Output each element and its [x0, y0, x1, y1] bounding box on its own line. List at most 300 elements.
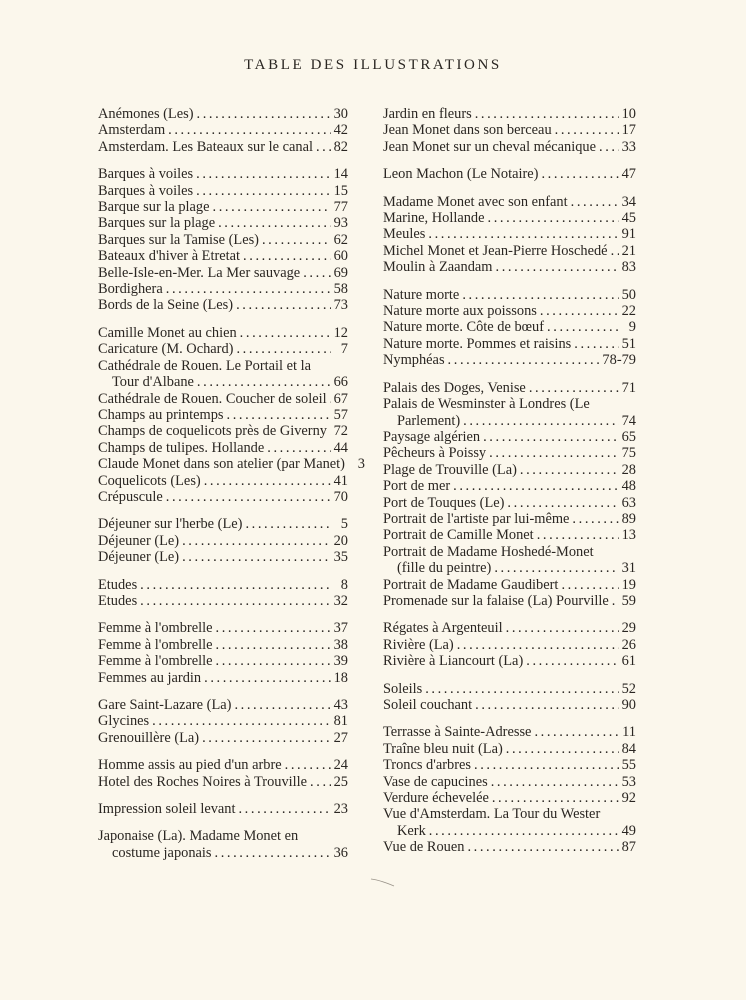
page-number: 63: [621, 494, 636, 511]
dot-leader: [612, 593, 619, 609]
index-entry-title: Nature morte aux poissons: [383, 303, 537, 320]
index-entry-title: Amsterdam: [98, 122, 166, 139]
page-number: 22: [621, 303, 636, 320]
dot-leader: [182, 533, 331, 549]
dot-leader: [236, 341, 331, 357]
page-number: 14: [333, 166, 348, 183]
index-entry-title: Vase de capucines: [383, 773, 488, 790]
index-entry-title: Bateaux d'hiver à Etretat: [98, 248, 241, 265]
page-number: 8: [340, 576, 348, 593]
dot-leader: [457, 637, 619, 653]
page-number: 30: [333, 106, 348, 122]
index-entry-title: Rivière (La): [383, 636, 454, 653]
index-entry: [383, 527, 636, 543]
page-number: 33: [621, 138, 636, 155]
dot-leader: [425, 681, 618, 697]
index-entry: [383, 790, 636, 806]
index-entry: [383, 681, 636, 697]
index-entry-title: Champs au printemps: [98, 406, 224, 423]
index-entry-title: Soleil couchant: [383, 697, 473, 713]
dot-leader: [467, 839, 618, 855]
index-entry: [98, 774, 348, 790]
index-entry-title: Bords de la Seine (Les): [98, 297, 234, 314]
index-entry-title: Barques à voiles: [98, 182, 194, 199]
index-group: [383, 724, 636, 855]
dot-leader: [196, 183, 330, 199]
index-entry: [383, 122, 636, 138]
index-entry: [98, 489, 348, 505]
index-entry-title: Femmes au jardin: [98, 669, 202, 686]
dot-leader: [529, 380, 619, 396]
index-entry-title-continued: (fille du peintre): [397, 560, 492, 577]
index-entry: [98, 533, 348, 549]
dot-leader: [168, 122, 330, 138]
page-number: 65: [621, 428, 636, 445]
index-entry: [98, 549, 348, 565]
index-entry-title: Champs de coquelicots près de Giverny: [98, 423, 327, 440]
index-entry: [98, 697, 348, 713]
page-number: 53: [621, 773, 636, 790]
page-number: 60: [333, 248, 348, 265]
index-entry-title: Marine, Hollande: [383, 210, 485, 227]
page-number: 83: [621, 259, 636, 276]
index-entry: [98, 248, 348, 264]
index-entry: [383, 429, 636, 445]
page-number: 59: [621, 592, 636, 609]
index-entry-title: Nymphéas: [383, 352, 445, 369]
index-entry-title: Portrait de Camille Monet: [383, 527, 534, 544]
dot-leader: [491, 774, 619, 790]
index-entry-title: Plage de Trouville (La): [383, 461, 517, 478]
dot-leader: [196, 166, 330, 182]
index-entry-title: Champs de tulipes. Hollande: [98, 439, 265, 456]
dot-leader: [238, 801, 330, 817]
index-entry-title: Femme à l'ombrelle: [98, 620, 213, 637]
index-entry-title: Femme à l'ombrelle: [98, 636, 213, 653]
index-entry: [98, 374, 348, 390]
index-entry-title: Gare Saint-Lazare (La): [98, 697, 232, 713]
index-group: [383, 380, 636, 610]
index-entry-title: Traîne bleu nuit (La): [383, 740, 503, 757]
index-entry: [98, 122, 348, 138]
dot-leader: [526, 653, 618, 669]
index-entry: [98, 757, 348, 773]
page-number: 55: [621, 757, 636, 774]
index-entry-title: Vue de Rouen: [383, 839, 465, 856]
dot-leader: [166, 489, 331, 505]
page-number: 37: [333, 620, 348, 637]
index-entry: [98, 801, 348, 817]
page-number: 52: [621, 680, 636, 697]
dot-leader: [506, 620, 619, 636]
page-number: 75: [621, 445, 636, 462]
page-number: 21: [621, 242, 636, 259]
page-number: 34: [621, 193, 636, 210]
page-number: 57: [333, 406, 348, 423]
index-entry-title: Meules: [383, 226, 426, 243]
index-entry: [383, 577, 636, 593]
index-entry: [98, 199, 348, 215]
page-number: 9: [628, 319, 636, 336]
index-entry-title: Terrasse à Sainte-Adresse: [383, 724, 532, 741]
index-entry: [383, 593, 636, 609]
dot-leader: [216, 620, 331, 636]
dot-leader: [243, 248, 331, 264]
index-entry: [383, 757, 636, 773]
index-entry: [383, 445, 636, 461]
index-entry-title: Femme à l'ombrelle: [98, 653, 213, 670]
dot-leader: [303, 265, 330, 281]
page-number: 71: [621, 379, 636, 396]
index-entry-title: Jean Monet sur un cheval mécanique: [383, 138, 596, 155]
dot-leader: [204, 670, 330, 686]
dot-leader: [202, 730, 331, 746]
index-entry: [98, 166, 348, 182]
dot-leader: [448, 352, 600, 368]
index-entry: [98, 473, 348, 489]
dot-leader: [462, 287, 618, 303]
index-entry: [98, 183, 348, 199]
index-group: [383, 620, 636, 669]
index-entry: [383, 823, 636, 839]
index-entry: [98, 407, 348, 423]
index-group: [383, 106, 636, 155]
decorative-dash-mark: [370, 876, 396, 888]
index-entry-title: Anémones (Les): [98, 106, 194, 122]
dot-leader: [285, 757, 331, 773]
dot-leader: [330, 423, 331, 439]
page-number: 93: [333, 215, 348, 232]
index-entry: [383, 106, 636, 122]
index-entry-title: Jean Monet dans son berceau: [383, 122, 552, 139]
index-entry-title: Barques à voiles: [98, 166, 194, 183]
index-entry-title: Claude Monet dans son atelier (par Manet): [98, 456, 345, 473]
index-entry: [98, 297, 348, 313]
index-entry: [98, 516, 348, 532]
dot-leader: [227, 407, 331, 423]
dot-leader: [213, 199, 331, 215]
index-entry: [98, 713, 348, 729]
page-number: 69: [333, 264, 348, 281]
page-number: 91: [621, 226, 636, 243]
index-entry-title: Port de Touques (Le): [383, 494, 505, 511]
index-entry-title: Glycines: [98, 713, 150, 730]
index-entry-title: Rivière à Liancourt (La): [383, 653, 524, 670]
dot-leader: [330, 391, 331, 407]
index-entry-title-continued: Parlement): [397, 412, 461, 429]
index-entry: [98, 456, 365, 473]
page-number: 27: [333, 729, 348, 746]
index-entry-title: Paysage algérien: [383, 428, 481, 445]
index-entry-title: Palais des Doges, Venise: [383, 379, 526, 396]
dot-leader: [506, 741, 619, 757]
index-group: [383, 166, 636, 182]
index-entry: [98, 423, 348, 439]
index-entry-title: Coquelicots (Les): [98, 472, 201, 489]
page-number: 62: [333, 231, 348, 248]
index-entry-title: Crépuscule: [98, 488, 163, 505]
dot-leader: [474, 757, 619, 773]
dot-leader: [182, 549, 331, 565]
dot-leader: [453, 478, 618, 494]
index-entry-title: Moulin à Zaandam: [383, 259, 493, 276]
page-number: 90: [621, 697, 636, 713]
page-number: 81: [333, 713, 348, 730]
dot-leader: [492, 790, 619, 806]
dot-leader: [496, 259, 619, 275]
page-number: 25: [333, 773, 348, 790]
dot-leader: [152, 713, 330, 729]
dot-leader: [611, 243, 619, 259]
page-number: 82: [333, 138, 348, 155]
page-number: 49: [621, 822, 636, 839]
dot-leader: [197, 106, 331, 122]
page-number: 84: [621, 740, 636, 757]
page-number: 32: [333, 592, 348, 609]
dot-leader: [537, 527, 619, 543]
dot-leader: [572, 511, 618, 527]
dot-leader: [267, 440, 330, 456]
page-number: 92: [621, 790, 636, 807]
dot-leader: [215, 845, 331, 861]
dot-leader: [483, 429, 619, 445]
index-entry-title-continued: costume japonais: [112, 844, 212, 861]
page-number: 5: [340, 516, 348, 533]
index-entry: [383, 560, 636, 576]
index-group: [98, 577, 348, 610]
index-group: [98, 828, 348, 861]
index-entry-title: Palais de Wesminster à Londres (Le: [383, 396, 590, 413]
index-column-right: [383, 106, 636, 867]
page-number: 78-79: [602, 352, 636, 369]
index-group: [98, 166, 348, 314]
index-entry-title: Verdure échevelée: [383, 790, 489, 807]
index-entry-title: Etudes: [98, 592, 138, 609]
index-entry-title: Michel Monet et Jean-Pierre Hoschedé: [383, 242, 608, 259]
index-entry-title: Déjeuner (Le): [98, 549, 180, 566]
index-entry-title: Hotel des Roches Noires à Trouville: [98, 773, 308, 790]
index-entry-title: Déjeuner (Le): [98, 532, 180, 549]
dot-leader: [316, 139, 331, 155]
index-entry: [98, 620, 348, 636]
dot-leader: [574, 336, 618, 352]
dot-leader: [216, 653, 331, 669]
index-entry-title: Déjeuner sur l'herbe (Le): [98, 516, 243, 533]
index-entry: [383, 653, 636, 669]
index-group: [383, 681, 636, 714]
index-entry-title: Vue d'Amsterdam. La Tour du Wester: [383, 806, 601, 823]
index-entry: [383, 495, 636, 511]
page-number: 43: [333, 697, 348, 713]
dot-leader: [488, 210, 619, 226]
page-number: 17: [621, 122, 636, 139]
dot-leader: [245, 516, 331, 532]
index-group: [98, 801, 348, 817]
page-number: 23: [333, 801, 348, 818]
index-group: [383, 287, 636, 369]
index-entry-title: Barques sur la Tamise (Les): [98, 231, 259, 248]
page-number: 44: [333, 439, 348, 456]
dot-leader: [463, 413, 618, 429]
dot-leader: [204, 473, 331, 489]
index-entry: [383, 352, 636, 368]
page-number: 72: [333, 423, 348, 440]
page-number: 3: [357, 456, 365, 473]
page-number: 20: [333, 532, 348, 549]
dot-leader: [140, 577, 331, 593]
index-entry: [383, 511, 636, 527]
index-entry: [98, 232, 348, 248]
index-entry-title: Portrait de l'artiste par lui-même: [383, 510, 570, 527]
index-entry: [98, 577, 348, 593]
page-number: 89: [621, 510, 636, 527]
index-entry-title: Barque sur la plage: [98, 199, 210, 216]
page-number: 58: [333, 281, 348, 298]
index-entry: [383, 462, 636, 478]
dot-leader: [571, 194, 619, 210]
dot-leader: [429, 823, 619, 839]
page-title: TABLE DES ILLUSTRATIONS: [244, 57, 502, 73]
index-entry: [383, 380, 636, 396]
dot-leader: [236, 297, 331, 313]
dot-leader: [197, 374, 331, 390]
index-entry: [383, 724, 636, 740]
page-number: 31: [621, 560, 636, 577]
page-number: 45: [621, 210, 636, 227]
dot-leader: [475, 697, 618, 713]
index-group: [98, 516, 348, 565]
index-entry-title: Régates à Argenteuil: [383, 620, 503, 637]
index-entry: [383, 166, 636, 182]
index-entry: [383, 139, 636, 155]
index-entry-title: Nature morte: [383, 286, 460, 303]
page-number: 35: [333, 549, 348, 566]
page-number: 61: [621, 653, 636, 670]
index-entry: [98, 106, 348, 122]
index-entry-title: Camille Monet au chien: [98, 324, 237, 341]
index-entry-title: Amsterdam. Les Bateaux sur le canal: [98, 138, 313, 155]
dot-leader: [507, 495, 618, 511]
index-entry: [98, 670, 348, 686]
dot-leader: [234, 697, 330, 713]
index-entry-title: Barques sur la plage: [98, 215, 216, 232]
index-entry-title: Homme assis au pied d'un arbre: [98, 757, 282, 774]
index-column-left: [98, 106, 365, 872]
index-entry-title: Pêcheurs à Poissy: [383, 445, 487, 462]
page-number: 70: [333, 488, 348, 505]
index-entry: [98, 281, 348, 297]
index-entry-title: Bordighera: [98, 281, 163, 298]
index-entry: [383, 336, 636, 352]
index-entry-title: Cathédrale de Rouen. Coucher de soleil: [98, 390, 327, 407]
index-entry-title: Madame Monet avec son enfant: [383, 193, 568, 210]
page-number: 87: [621, 839, 636, 856]
index-entry: [98, 341, 348, 357]
index-entry: [383, 620, 636, 636]
index-entry-title: Soleils: [383, 680, 423, 697]
index-group: [98, 697, 348, 746]
index-entry-title: Nature morte. Côte de bœuf: [383, 319, 545, 336]
index-entry: [383, 194, 636, 210]
index-entry: [98, 215, 348, 231]
page-number: 15: [333, 182, 348, 199]
index-entry: [98, 730, 348, 746]
index-entry: [383, 226, 636, 242]
page-number: 77: [333, 199, 348, 216]
index-entry-title-continued: Kerk: [397, 822, 426, 839]
index-entry: [383, 839, 636, 855]
index-entry-title: Cathédrale de Rouen. Le Portail et la: [98, 357, 311, 374]
index-entry-title: Japonaise (La). Madame Monet en: [98, 828, 299, 845]
index-entry: [383, 478, 636, 494]
dot-leader: [541, 166, 618, 182]
index-group: [98, 106, 348, 155]
page-number: 66: [333, 374, 348, 391]
index-entry: [383, 413, 636, 429]
index-entry: [98, 845, 348, 861]
page-number: 29: [621, 620, 636, 637]
page-number: 13: [621, 527, 636, 544]
index-entry-title: Portrait de Madame Gaudibert: [383, 576, 559, 593]
page-number: 28: [621, 461, 636, 478]
page-number: 41: [333, 472, 348, 489]
page-number: 39: [333, 653, 348, 670]
dot-leader: [475, 106, 619, 122]
index-entry-title: Port de mer: [383, 478, 451, 495]
dot-leader: [599, 139, 619, 155]
page-number: 38: [333, 636, 348, 653]
index-entry: [383, 303, 636, 319]
index-entry: [383, 243, 636, 259]
dot-leader: [534, 724, 619, 740]
index-group: [98, 324, 365, 505]
index-entry: [98, 440, 348, 456]
index-entry-title: Etudes: [98, 576, 138, 593]
index-entry: [98, 391, 348, 407]
index-entry: [98, 653, 348, 669]
index-entry: [383, 637, 636, 653]
page-number: 12: [333, 324, 348, 341]
index-entry: [98, 637, 348, 653]
dot-leader: [561, 577, 618, 593]
index-entry: [383, 287, 636, 303]
index-entry-title: Portrait de Madame Hoshedé-Monet: [383, 543, 594, 560]
index-entry: [98, 139, 348, 155]
dot-leader: [428, 226, 618, 242]
dot-leader: [520, 462, 619, 478]
dot-leader: [540, 303, 619, 319]
page-number: 19: [621, 576, 636, 593]
page-number: 48: [621, 478, 636, 495]
page-number: 24: [333, 757, 348, 774]
index-entry-title-continued: Tour d'Albane: [112, 374, 194, 391]
page-number: 11: [622, 724, 636, 741]
page-number: 26: [621, 636, 636, 653]
index-entry-title: Belle-Isle-en-Mer. La Mer sauvage: [98, 264, 301, 281]
index-entry-title: Troncs d'arbres: [383, 757, 471, 774]
index-entry-title: Leon Machon (Le Notaire): [383, 166, 539, 183]
page-number: 67: [333, 390, 348, 407]
dot-leader: [494, 560, 618, 576]
dot-leader: [310, 774, 331, 790]
page-number: 18: [333, 669, 348, 686]
index-group: [383, 194, 636, 276]
index-entry: [383, 210, 636, 226]
dot-leader: [489, 445, 618, 461]
index-entry: [383, 259, 636, 275]
dot-leader: [166, 281, 331, 297]
index-entry-title: Promenade sur la falaise (La) Pourville: [383, 592, 609, 609]
